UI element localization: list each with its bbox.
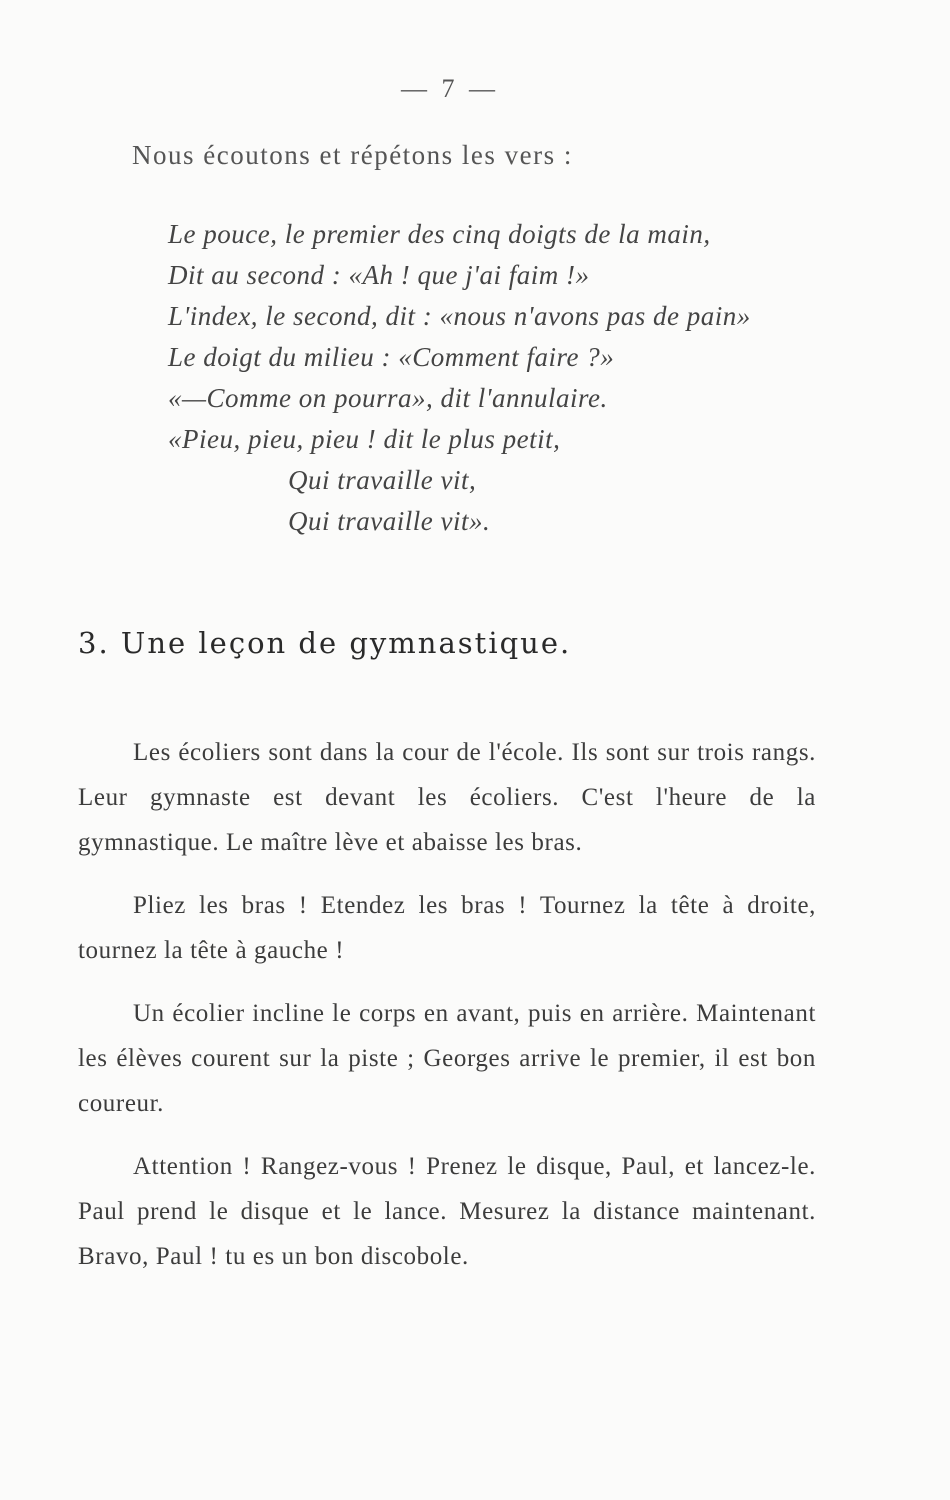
paragraph: Un écolier incline le corps en avant, puis en arrière. Maintenant les élèves courent sur la piste ; Georges arrive le premier, il est bon coureur. (78, 1000, 816, 1117)
poem (168, 214, 868, 542)
poem-line: L'index, le second, dit : «nous n'avons pas de pain» (168, 301, 751, 331)
poem-line: Dit au second : «Ah ! que j'ai faim !» (168, 260, 590, 290)
body-text (78, 730, 816, 1297)
paragraph: Les écoliers sont dans la cour de l'école. Ils sont sur trois rangs. Leur gymnaste est devant les écoliers. C'est l'heure de la gymnastique. Le maître lève et abaisse les bras. (78, 739, 816, 856)
poem-line: Qui travaille vit, (288, 465, 477, 495)
paragraph: Pliez les bras ! Etendez les bras ! Tournez la tête à droite, tournez la tête à gauche ! (78, 892, 816, 964)
intro-line: Nous écoutons et répétons les vers : (132, 140, 573, 170)
poem-line: Le pouce, le premier des cinq doigts de la main, (168, 219, 711, 249)
page-number: — 7 — (401, 74, 499, 103)
poem-line: Le doigt du milieu : «Comment faire ?» (168, 342, 615, 372)
paragraph: Attention ! Rangez-vous ! Prenez le disque, Paul, et lancez-le. Paul prend le disque et le lance. Mesurez la distance maintenant. Bravo, Paul ! tu es un bon discobole. (78, 1153, 816, 1270)
section-title: 3. Une leçon de gymnastique. (78, 626, 572, 660)
poem-line: Qui travaille vit». (288, 506, 491, 536)
poem-line: «Pieu, pieu, pieu ! dit le plus petit, (168, 424, 561, 454)
poem-line: «—Comme on pourra», dit l'annulaire. (168, 383, 608, 413)
